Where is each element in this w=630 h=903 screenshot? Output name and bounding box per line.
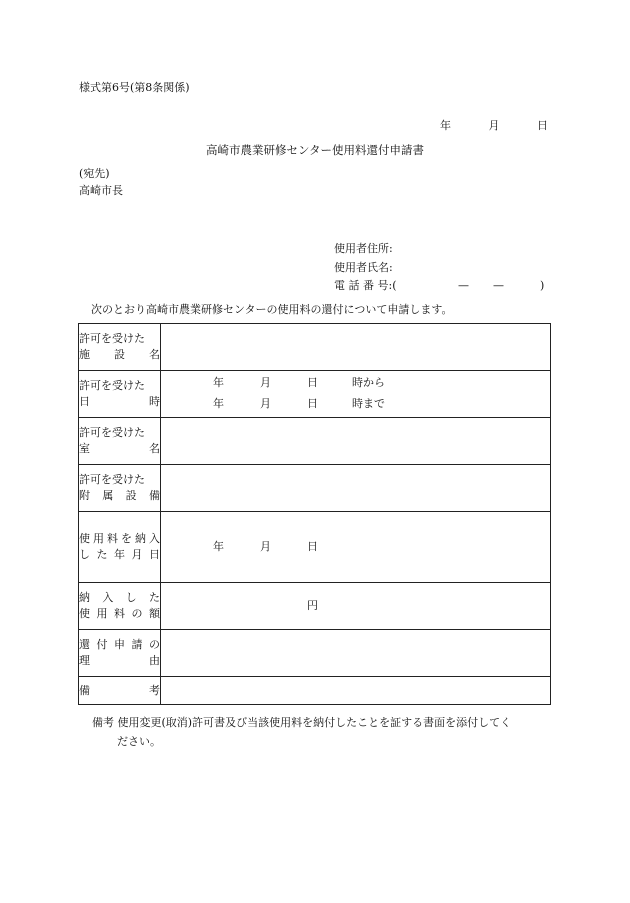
payment-date-label-line1: 使 用 料 を 納 入: [79, 532, 160, 545]
reason-label: [79, 630, 161, 677]
page-title: 高崎市農業研修センター使用料還付申請書: [205, 143, 425, 157]
facility-label: [79, 324, 161, 371]
amount-value[interactable]: [161, 583, 551, 630]
room-label-line2: 室 名: [79, 442, 160, 455]
amount-row: [79, 583, 551, 630]
datetime-label-line2: 日 時: [79, 395, 160, 408]
to-year: 年: [213, 397, 224, 410]
room-value[interactable]: [161, 418, 551, 465]
payment-date-row: [79, 512, 551, 583]
payment-date-value[interactable]: [161, 512, 551, 583]
datetime-row: [79, 371, 551, 418]
payment-day: 日: [307, 540, 318, 553]
room-label: [79, 418, 161, 465]
applicant-phone-label: 電 話 番 号:(: [334, 279, 397, 292]
phone-dash-2: —: [493, 279, 504, 292]
facility-label-line2: 施 設 名: [79, 348, 160, 361]
from-month: 月: [260, 376, 271, 389]
datetime-value[interactable]: [161, 371, 551, 418]
facility-row: [79, 324, 551, 371]
addressee-name: 高崎市長: [79, 184, 123, 197]
equipment-label-line1: 許可を受けた: [79, 473, 145, 486]
payment-date-label-line2: し た 年 月 日: [79, 548, 160, 561]
applicant-address-label: 使用者住所:: [334, 242, 393, 255]
payment-month: 月: [260, 540, 271, 553]
amount-label-line2: 使 用 料 の 額: [79, 607, 160, 620]
to-day: 日: [307, 397, 318, 410]
remarks-label: [79, 677, 161, 705]
remarks-label-line1: 備 考: [79, 683, 160, 697]
from-day: 日: [307, 376, 318, 389]
from-year: 年: [213, 376, 224, 389]
addressee-prefix: (宛先): [79, 167, 110, 180]
equipment-value[interactable]: [161, 465, 551, 512]
remarks-value[interactable]: [161, 677, 551, 705]
facility-value[interactable]: [161, 324, 551, 371]
reason-label-line2: 理 由: [79, 654, 160, 667]
room-row: [79, 418, 551, 465]
to-month: 月: [260, 397, 271, 410]
reason-row: [79, 630, 551, 677]
room-label-line1: 許可を受けた: [79, 426, 145, 439]
datetime-label: [79, 371, 161, 418]
amount-label-line1: 納 入 し た: [79, 591, 160, 604]
payment-year: 年: [213, 540, 224, 553]
equipment-label-line2: 附 属 設 備: [79, 489, 160, 502]
reason-value[interactable]: [161, 630, 551, 677]
to-time: 時まで: [352, 397, 385, 410]
phone-dash-1: —: [458, 279, 469, 292]
amount-unit: 円: [307, 599, 318, 612]
application-date: [440, 119, 548, 133]
month-label: 月: [488, 119, 500, 132]
payment-date-label: [79, 512, 161, 583]
equipment-label: [79, 465, 161, 512]
footnote-line2: ださい。: [117, 735, 161, 748]
year-label: 年: [440, 119, 451, 132]
day-label: 日: [537, 119, 548, 132]
datetime-label-line1: 許可を受けた: [79, 379, 145, 392]
from-time: 時から: [352, 376, 385, 389]
equipment-row: [79, 465, 551, 512]
amount-label: [79, 583, 161, 630]
facility-label-line1: 許可を受けた: [79, 332, 145, 345]
reason-label-line1: 還 付 申 請 の: [79, 638, 160, 651]
application-table: [78, 323, 551, 705]
remarks-row: [79, 677, 551, 705]
applicant-name-label: 使用者氏名:: [334, 261, 393, 274]
intro-text: 次のとおり高崎市農業研修センターの使用料の還付について申請します。: [91, 303, 453, 316]
form-number: 様式第6号(第8条関係): [79, 81, 190, 94]
phone-close-paren: ): [540, 279, 545, 292]
footnote-line1: 備考 使用変更(取消)許可書及び当該使用料を納付したことを証する書面を添付してく: [92, 716, 512, 729]
